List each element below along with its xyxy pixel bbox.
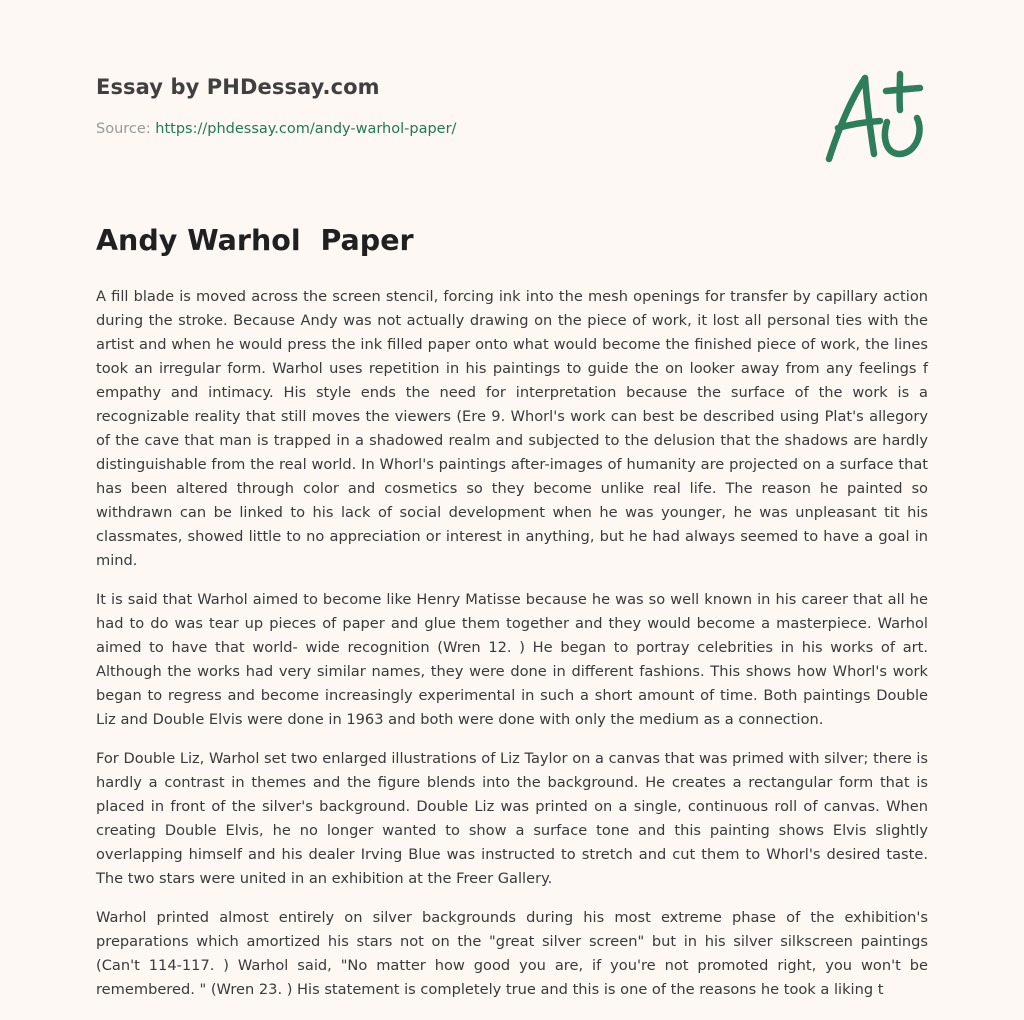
essay-paragraph: Warhol printed almost entirely on silver backgrounds during his most extreme phase of the exhibition's preparations which amortized his stars not on the "great silver screen" but in his silver silkscreen paintings (Can't 114-117. ) Warhol said, "No matter how good you are, if you're not promoted right, you won't be remembered. " (Wren 23. ) His statement is completely true and this is one of the reasons he took a liking t <box>96 909 928 998</box>
source-label: Source: <box>96 121 156 137</box>
site-brand: Essay by PHDessay.com <box>96 75 380 99</box>
source-link[interactable]: https://phdessay.com/andy-warhol-paper/ <box>155 121 457 137</box>
source-line <box>96 121 796 137</box>
essay-paragraph: A fill blade is moved across the screen stencil, forcing ink into the mesh openings for transfer by capillary action during the stroke. Because Andy was not actually drawing on the piece of work, it lost all personal ties with the artist and when he would press the ink filled paper onto what would become the finished piece of work, the lines took an irregular form. Warhol uses repetition in his paintings to guide the on looker away from any feelings f empathy and intimacy. His style ends the need for interpretation because the surface of the work is a recognizable reality that still moves the viewers (Ere 9. Whorl's work can best be described using Plat's allegory of the cave that man is trapped in a shadowed realm and subjected to the delusion that the shadows are hardly distinguishable from the real world. In Whorl's paintings after-images of humanity are projected on a surface that has been altered through color and cosmetics so they become unlike real life. The reason he painted so withdrawn can be linked to his lack of social development when he was younger, he was unpleasant tit his classmates, showed little to no appreciation or interest in anything, but he had always seemed to have a goal in mind. <box>96 288 928 569</box>
essay-title: Andy Warhol Paper <box>96 224 414 257</box>
essay-body <box>96 285 928 1017</box>
essay-paragraph: It is said that Warhol aimed to become like Henry Matisse because he was so well known in his career that all he had to do was tear up pieces of paper and glue them together and they would become a masterpiece. Warhol aimed to have that world- wide recognition (Wren 12. ) He began to portray celebrities in his works of art. Although the works had very similar names, they were done in different fashions. This shows how Whorl's work began to regress and become increasingly experimental in such a short amount of time. Both paintings Double Liz and Double Elvis were done in 1963 and both were done with only the medium as a connection. <box>96 591 928 728</box>
essay-paragraph: For Double Liz, Warhol set two enlarged illustrations of Liz Taylor on a canvas that was primed with silver; there is hardly a contrast in themes and the figure blends into the background. He creates a rectangular form that is placed in front of the silver's background. Double Liz was printed on a single, continuous roll of canvas. When creating Double Elvis, he no longer wanted to show a surface tone and this painting shows Elvis slightly overlapping himself and his dealer Irving Blue was instructed to stretch and cut them to Whorl's desired taste. The two stars were united in an exhibition at the Freer Gallery. <box>96 750 928 887</box>
a-plus-grade-icon <box>820 66 928 166</box>
page-header <box>96 75 796 137</box>
